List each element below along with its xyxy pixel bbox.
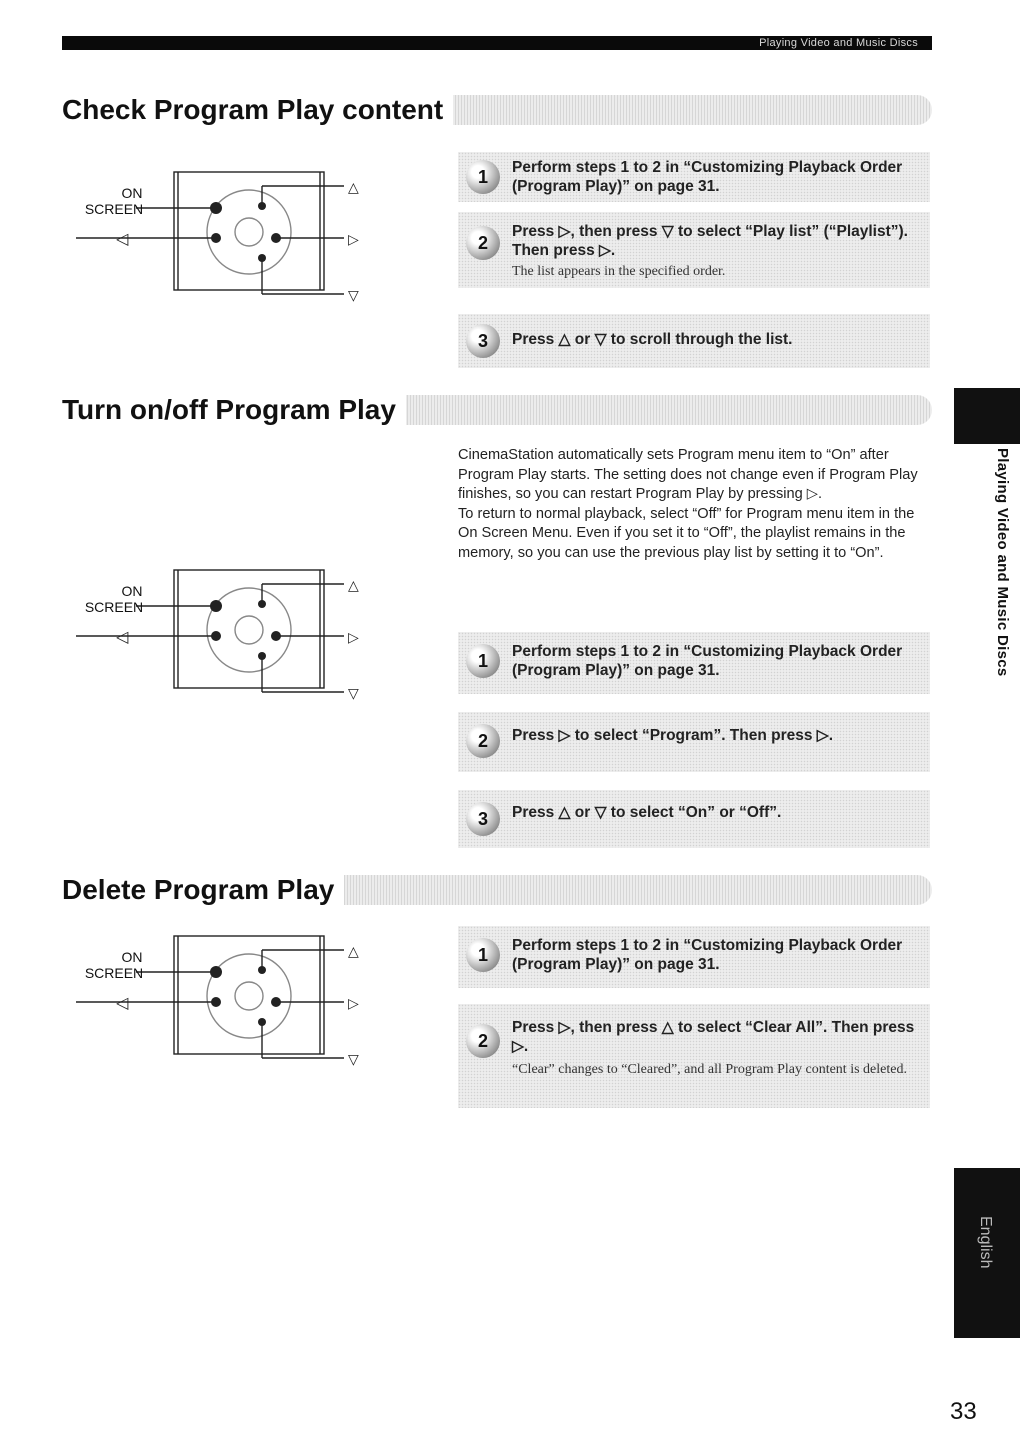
remote-diagram-3 [76,926,386,1066]
step-number-badge: 1 [466,644,500,678]
screen-label: SCREEN [84,599,144,615]
section-heading: Turn on/off Program Play [62,392,406,428]
step-box [458,314,930,368]
step-result-text: “Clear” changes to “Cleared”, and all Program Play content is deleted. [512,1062,907,1077]
section-title-check [62,92,932,128]
step-number-badge: 3 [466,324,500,358]
step-instruction: Perform steps 1 to 2 in “Customizing Playback Order (Program Play)” on page 31. [512,643,903,679]
chapter-tab-block [954,388,1020,444]
step-instruction: Press ▷, then press △ to select “Clear All”. Then press ▷. [512,1019,915,1055]
svg-text:▽: ▽ [348,288,359,302]
chapter-side-tab [954,388,1020,720]
screen-label: SCREEN [84,201,144,217]
step-number-badge: 2 [466,724,500,758]
step-box [458,790,930,848]
step-number-badge: 3 [466,802,500,836]
svg-text:△: △ [348,944,359,960]
screen-label: SCREEN [84,965,144,981]
section-body-text [458,446,928,563]
language-tab [954,1168,1020,1338]
body-paragraph: To return to normal playback, select “Off” for Program menu item in the On Screen Menu. Even if you set it to “Off”, the playlist remains in the memory, so you can use the previous play list by setting it to “On”. [458,505,915,561]
section-title-delete [62,872,932,908]
running-header-title: Playing Video and Music Discs [759,37,918,49]
remote-diagram-2 [76,560,386,700]
body-paragraph: CinemaStation automatically sets Program menu item to “On” after Program Play starts. The setting does not change even if Program Play finishes, so you can restart Program Play by pressing ▷. [458,447,918,502]
svg-text:▷: ▷ [348,232,359,248]
step-box [458,212,930,288]
svg-text:△: △ [348,578,359,594]
step-instruction: Press △ or ▽ to select “On” or “Off”. [512,804,782,821]
on-label: ON [121,185,143,201]
step-number-badge: 1 [466,938,500,972]
step-instruction: Press ▷ to select “Program”. Then press ▷. [512,727,834,744]
page-number: 33 [950,1398,977,1425]
step-instruction: Perform steps 1 to 2 in “Customizing Playback Order (Program Play)” on page 31. [512,159,903,195]
section-title-turn-on-off [62,392,932,428]
step-box [458,712,930,772]
step-box [458,1004,930,1108]
on-label: ON [121,583,143,599]
step-number-badge: 1 [466,160,500,194]
on-label: ON [121,949,143,965]
step-instruction: Perform steps 1 to 2 in “Customizing Playback Order (Program Play)” on page 31. [512,937,903,973]
svg-text:◁: ◁ [116,229,129,248]
step-number-badge: 2 [466,226,500,260]
svg-text:▷: ▷ [348,630,359,646]
svg-text:▽: ▽ [348,1052,359,1066]
svg-text:▷: ▷ [348,996,359,1012]
svg-text:◁: ◁ [116,993,129,1012]
section-heading: Delete Program Play [62,872,344,908]
chapter-tab-label: Playing Video and Music Discs [994,448,1011,677]
step-box [458,926,930,988]
svg-text:▽: ▽ [348,686,359,700]
language-tab-label: English [977,1216,994,1269]
svg-text:◁: ◁ [116,627,129,646]
running-header-bar [62,36,932,50]
step-box [458,632,930,694]
step-instruction: Press ▷, then press ▽ to select “Play list” (“Playlist”). Then press ▷. [512,223,908,259]
step-instruction: Press △ or ▽ to scroll through the list. [512,331,793,348]
step-result-text: The list appears in the specified order. [512,264,726,279]
remote-diagram-1 [76,162,386,302]
svg-text:△: △ [348,180,359,196]
step-box [458,152,930,202]
section-heading: Check Program Play content [62,92,453,128]
step-number-badge: 2 [466,1024,500,1058]
